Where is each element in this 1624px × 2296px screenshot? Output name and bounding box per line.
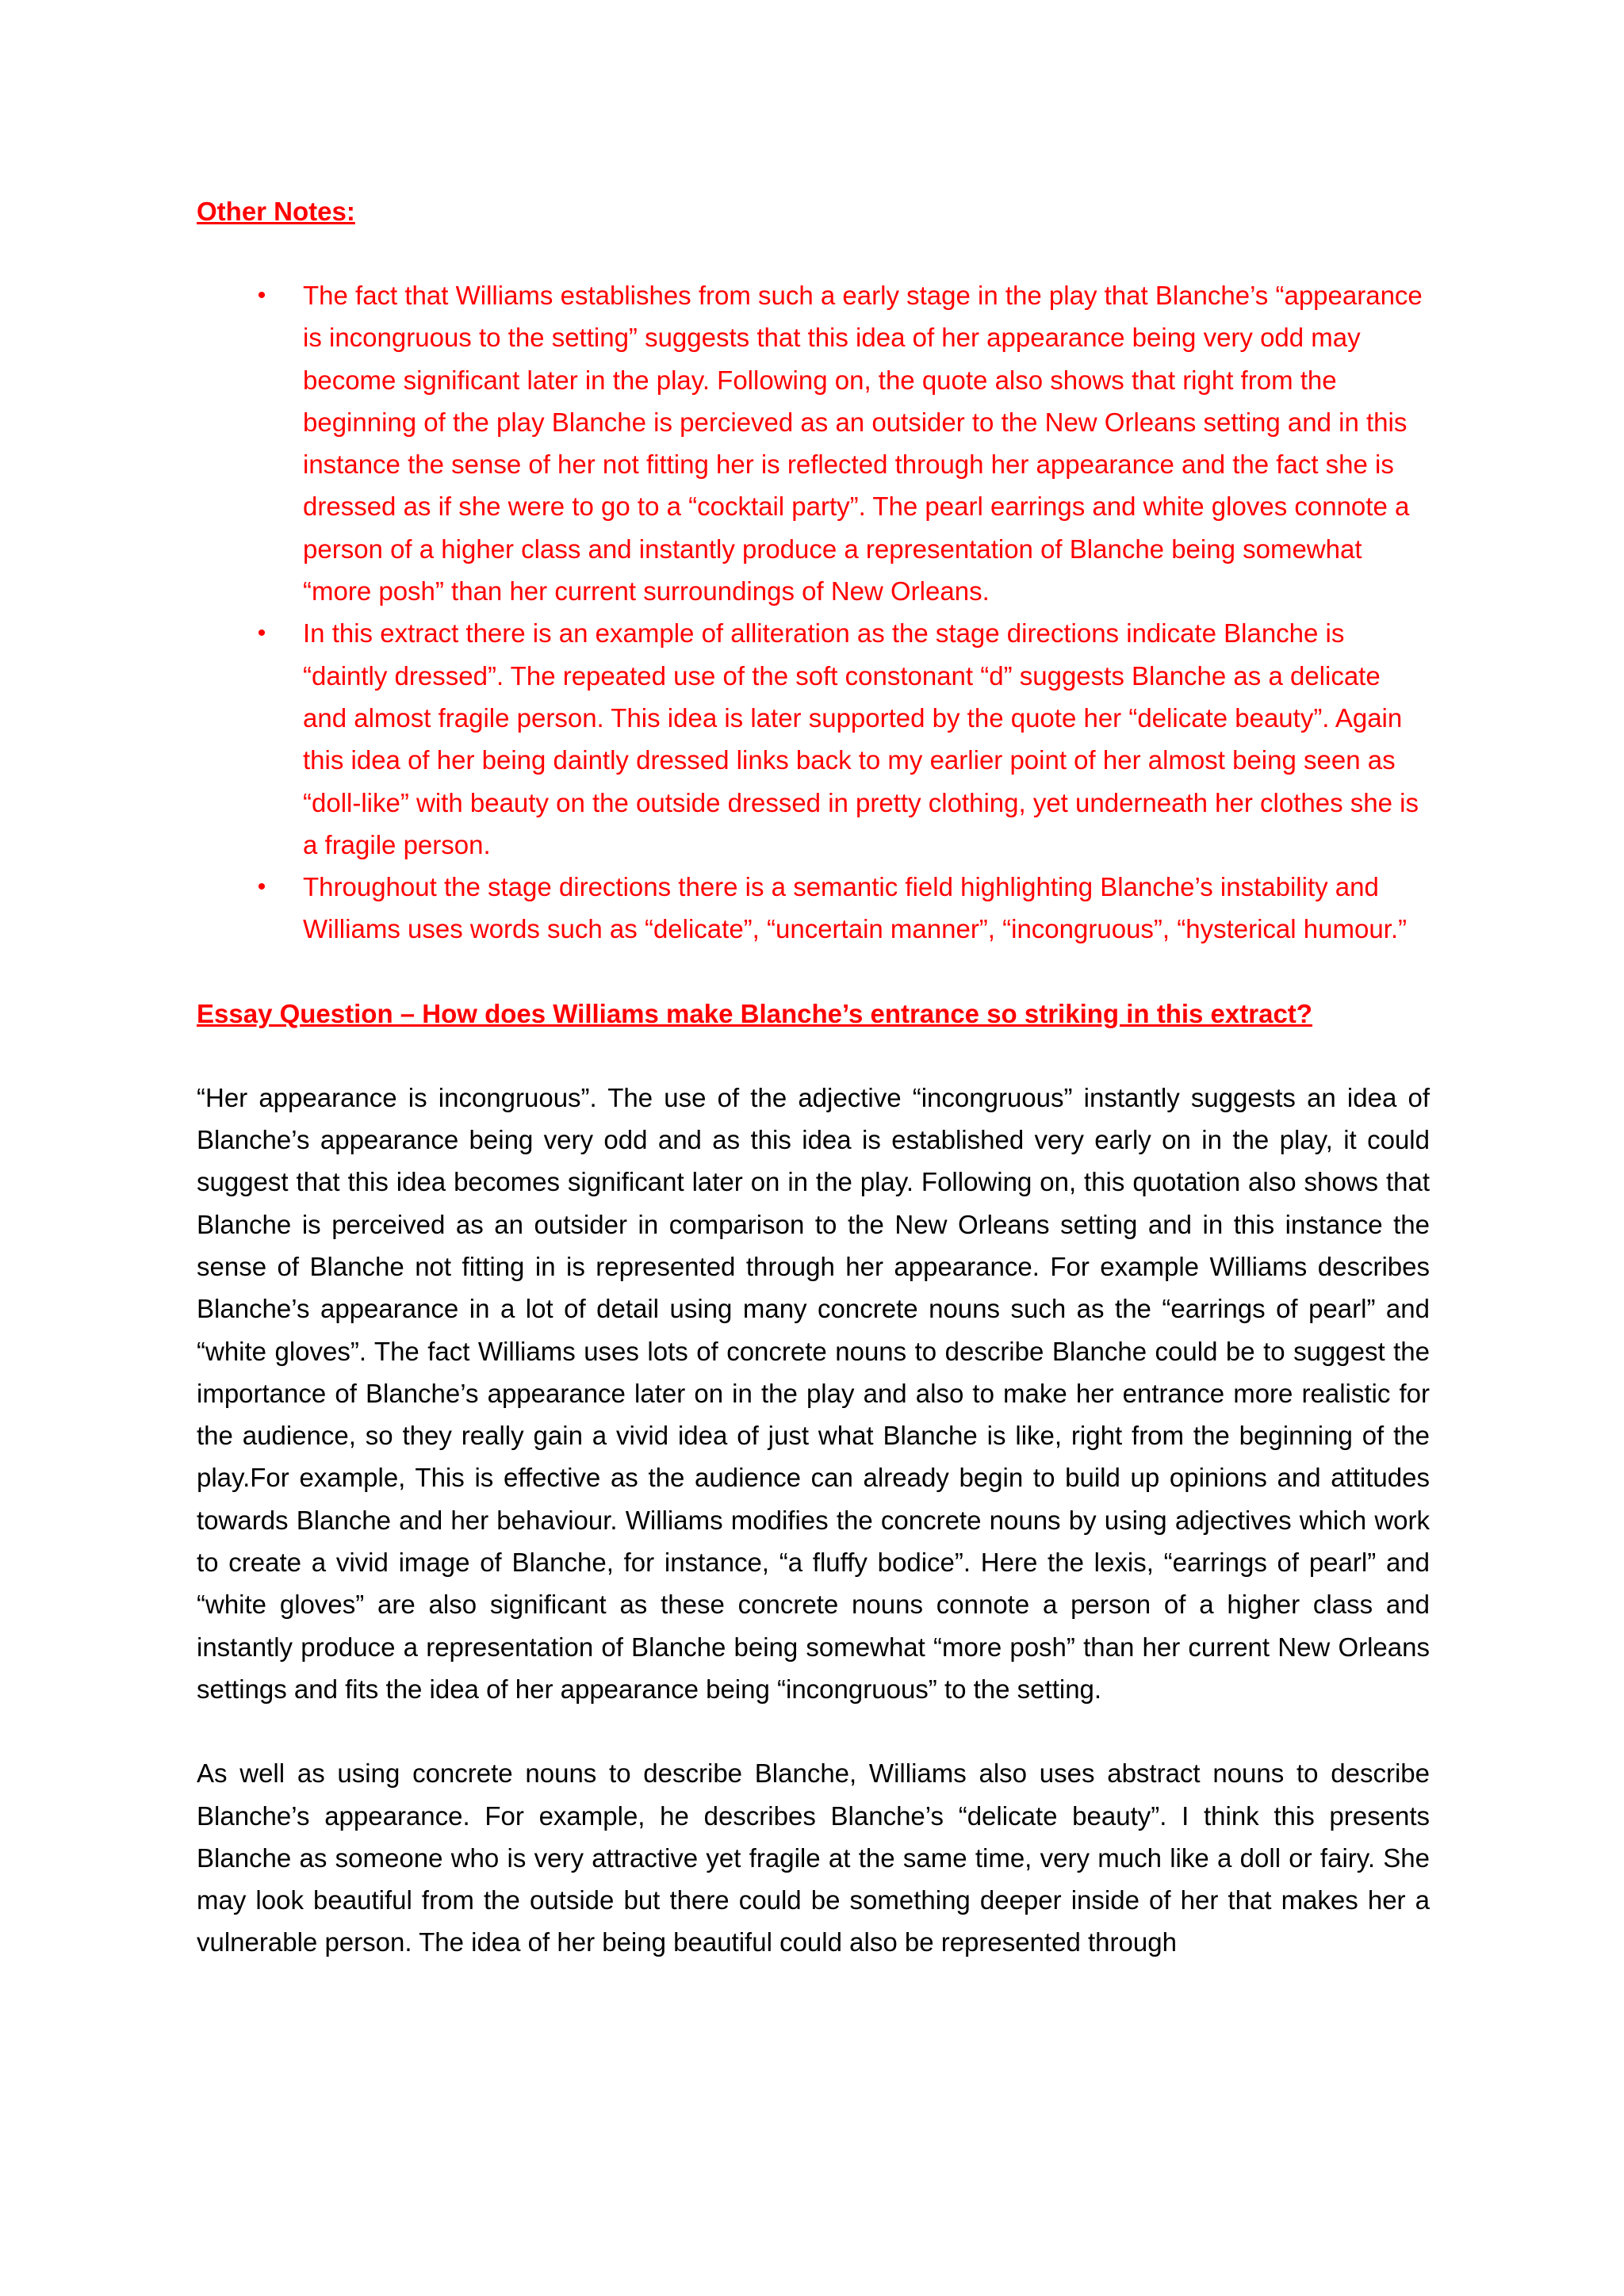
essay-question-heading: Essay Question – How does Williams make Blanche’s entrance so striking in this extract?	[197, 998, 1312, 1028]
other-notes-heading: Other Notes:	[197, 197, 355, 226]
note-item-1	[197, 274, 1430, 612]
essay-paragraph-1: “Her appearance is incongruous”. The use of the adjective “incongruous” instantly suggests an idea of Blanche’s appearance being very odd and as this idea is established very early on in the play, it could suggest that this idea becomes significant later on in the play. Following on, this quotation also shows that Blanche is perceived as an outsider in comparison to the New Orleans setting and in this instance the sense of Blanche not fitting in is represented through her appearance. For example Williams describes Blanche’s appearance in a lot of detail using many concrete nouns such as the “earrings of pearl” and “white gloves”. The fact Williams uses lots of concrete nouns to describe Blanche could be to suggest the importance of Blanche’s appearance later on in the play and also to make her entrance more realistic for the audience, so they really gain a vivid idea of just what Blanche is like, right from the beginning of the play.For example, This is effective as the audience can already begin to build up opinions and attitudes towards Blanche and her behaviour. Williams modifies the concrete nouns by using adjectives which work to create a vivid image of Blanche, for instance, “a fluffy bodice”. Here the lexis, “earrings of pearl” and “white gloves” are also significant as these concrete nouns connote a person of a higher class and instantly produce a representation of Blanche being somewhat “more posh” than her current New Orleans settings and fits the idea of her appearance being “incongruous” to the setting.	[197, 1082, 1430, 1704]
note-item-3	[197, 866, 1430, 951]
note-text: The fact that Williams establishes from such a early stage in the play that Blanche’s “appearance is incongruous to the setting” suggests that this idea of her appearance being very odd may become significant later in the play. Following on, the quote also shows that right from the beginning of the play Blanche is percieved as an outsider to the New Orleans setting and in this instance the sense of her not fitting her is reflected through her appearance and the fact she is dressed as if she were to go to a “cocktail party”. The pearl earrings and white gloves connote a person of a higher class and instantly produce a representation of Blanche being somewhat “more posh” than her current surroundings of New Orleans.	[303, 281, 1423, 607]
note-text: In this extract there is an example of alliteration as the stage directions indicate Blanche is “daintly dressed”. The repeated use of the soft constonant “d” suggests Blanche as a delicate and almost fragile person. This idea is later supported by the quote her “delicate beauty”. Again this idea of her being daintly dressed links back to my earlier point of her almost being seen as “doll-like” with beauty on the outside dressed in pretty clothing, yet underneath her clothes she is a fragile person.	[303, 618, 1419, 859]
page-content	[197, 190, 1430, 2006]
note-text: Throughout the stage directions there is a semantic field highlighting Blanche’s instability and Williams uses words such as “delicate”, “uncertain manner”, “incongruous”, “hysterical humour.”	[303, 872, 1408, 944]
bullet-icon: •	[257, 620, 266, 647]
essay-paragraph-2: As well as using concrete nouns to describe Blanche, Williams also uses abstract nouns to describe Blanche’s appearance. For example, he describes Blanche’s “delicate beauty”. I think this presents Blanche as someone who is very attractive yet fragile at the same time, very much like a doll or fairy. She may look beautiful from the outside but there could be something deeper inside of her that makes her a vulnerable person. The idea of her being beautiful could also be represented through	[197, 1758, 1430, 1957]
note-item-2	[197, 612, 1430, 866]
bullet-icon: •	[257, 282, 266, 308]
bullet-icon: •	[257, 874, 266, 901]
notes-list	[197, 274, 1430, 951]
